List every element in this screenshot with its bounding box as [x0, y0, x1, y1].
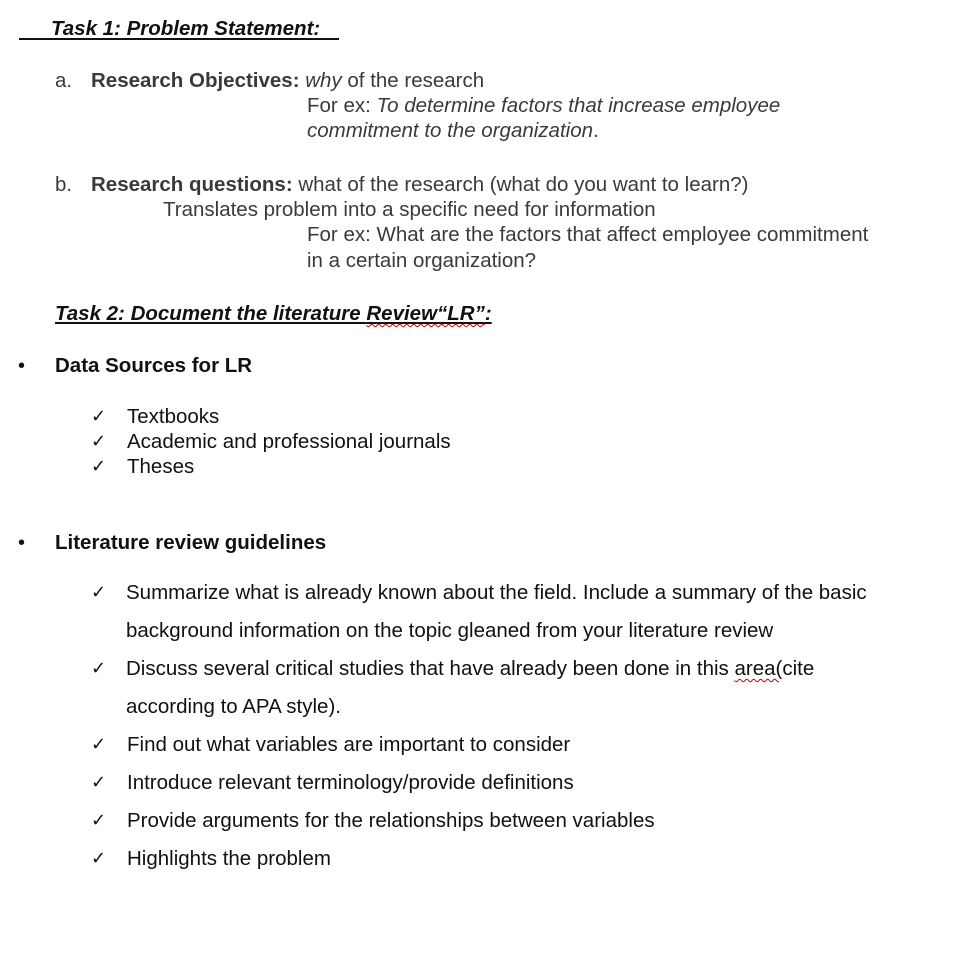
check-icon: ✓: [91, 658, 107, 679]
questions-rest: what of the research (what do you want to learn?): [292, 173, 749, 196]
guideline-text: cite: [782, 657, 815, 680]
check-icon: ✓: [91, 810, 107, 831]
guideline-item: Highlights the problem: [127, 847, 331, 870]
check-icon: ✓: [91, 734, 107, 755]
sources-bullet: •: [18, 355, 26, 377]
source-item: Academic and professional journals: [127, 430, 451, 453]
guideline-item-line: [126, 656, 814, 681]
objectives-example-prefix: For ex:: [307, 94, 377, 117]
objectives-example-line2: [307, 118, 599, 143]
questions-example-line2: in a certain organization?: [307, 249, 537, 272]
check-icon: ✓: [91, 431, 107, 452]
guideline-item-line: according to APA style).: [126, 695, 341, 718]
guidelines-heading: Literature review guidelines: [55, 531, 327, 554]
objectives-example-text2: commitment to the organization: [307, 119, 593, 142]
guideline-item-line: Summarize what is already known about the field. Include a summary of the basic: [126, 581, 867, 604]
guideline-flagged-text: area(: [734, 657, 783, 680]
guideline-item: Introduce relevant terminology/provide definitions: [127, 771, 574, 794]
questions-example-line1: For ex: What are the factors that affect employee commitment: [307, 223, 869, 246]
source-item: Textbooks: [127, 405, 220, 428]
check-icon: ✓: [91, 772, 107, 793]
questions-translate: Translates problem into a specific need for information: [163, 198, 656, 221]
check-icon: ✓: [91, 456, 107, 477]
task1-title: Task 1: Problem Statement:: [51, 17, 321, 40]
check-icon: ✓: [91, 406, 107, 427]
task2-title-flagged: Review“LR”: [366, 302, 485, 325]
guideline-item-line: background information on the topic gleaned from your literature review: [126, 619, 774, 642]
objectives-example-line1: [307, 93, 780, 118]
check-icon: ✓: [91, 582, 107, 603]
questions-line: [91, 172, 748, 197]
task2-title: [55, 301, 492, 326]
task2-title-end: :: [484, 302, 492, 325]
task2-title-start: Task 2: Document the literature: [55, 302, 367, 325]
guideline-item: Provide arguments for the relationships between variables: [127, 809, 655, 832]
objectives-example-end: .: [593, 119, 599, 142]
questions-marker: b.: [55, 173, 73, 196]
objectives-rest: of the research: [341, 69, 485, 92]
objectives-line: [91, 68, 484, 93]
guideline-text: Discuss several critical studies that have already been done in this: [126, 657, 735, 680]
objectives-heading: Research Objectives:: [91, 69, 300, 92]
guidelines-bullet: •: [18, 532, 26, 554]
questions-heading: Research questions:: [91, 173, 293, 196]
sources-heading: Data Sources for LR: [55, 354, 253, 377]
objectives-example-text1: To determine factors that increase employee: [376, 94, 781, 117]
guideline-item: Find out what variables are important to consider: [127, 733, 571, 756]
check-icon: ✓: [91, 848, 107, 869]
objectives-why: why: [305, 69, 342, 92]
objectives-marker: a.: [55, 69, 73, 92]
source-item: Theses: [127, 455, 195, 478]
